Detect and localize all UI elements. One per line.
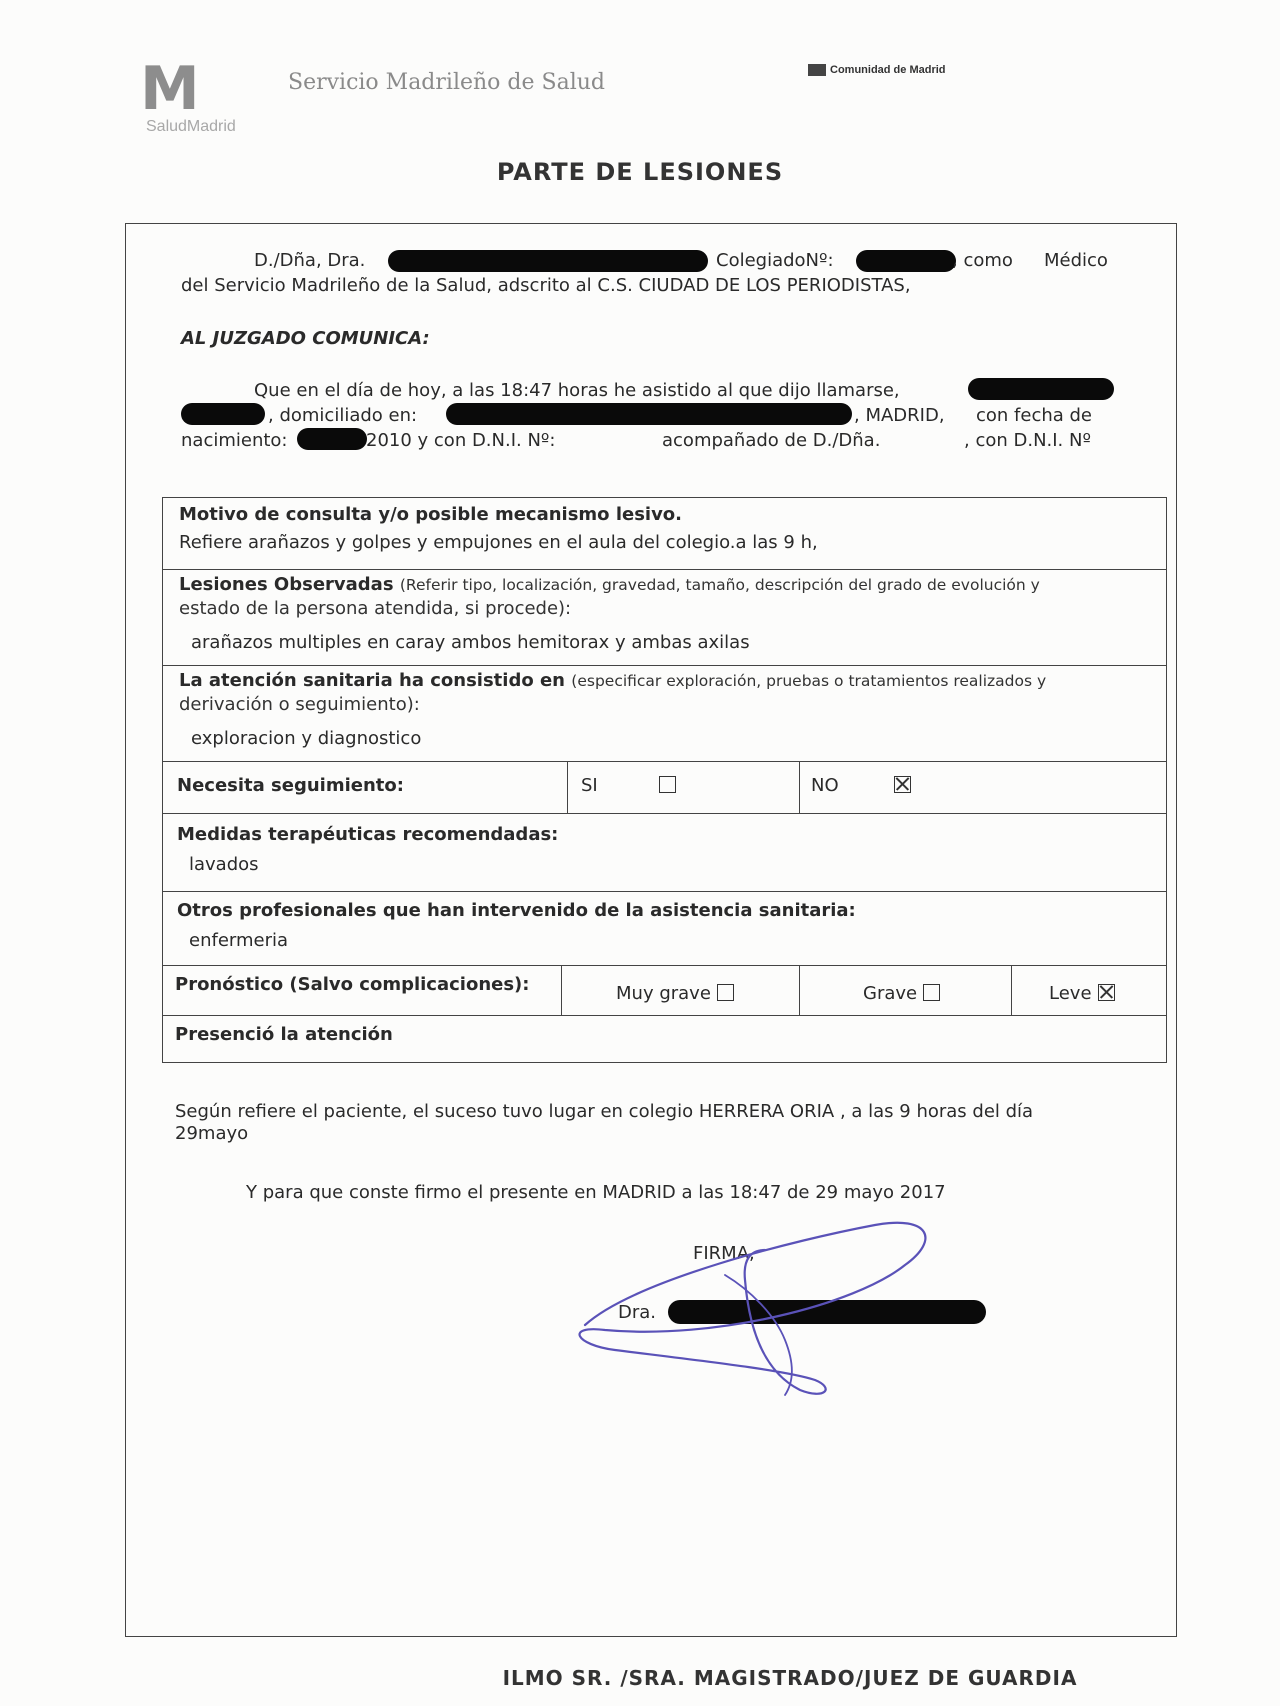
grave-label: Grave bbox=[863, 983, 918, 1004]
lesiones-hint-line-2: estado de la persona atendida, si procede): bbox=[179, 598, 572, 619]
intro-service-line: del Servicio Madrileño de la Salud, adscrito al C.S. CIUDAD DE LOS PERIODISTAS, bbox=[181, 275, 911, 296]
redacted-patient-surname bbox=[181, 403, 265, 425]
seguimiento-label: Necesita seguimiento: bbox=[177, 775, 404, 796]
pronostico-divider-1 bbox=[561, 966, 562, 1015]
handwritten-signature bbox=[575, 1220, 955, 1400]
lesiones-row bbox=[163, 570, 1166, 666]
pronostico-label: Pronóstico (Salvo complicaciones): bbox=[175, 974, 530, 995]
redacted-patient-name bbox=[968, 378, 1114, 400]
lesiones-label-text: Lesiones Observadas bbox=[179, 574, 394, 595]
paragraph-acompanado: acompañado de D./Dña. bbox=[662, 430, 881, 451]
lesiones-value: arañazos multiples en caray ambos hemitorax y ambas axilas bbox=[191, 632, 750, 653]
medidas-label: Medidas terapéuticas recomendadas: bbox=[177, 824, 559, 845]
si-label: SI bbox=[581, 775, 598, 796]
intro-doctor-prefix: D./Dña, Dra. bbox=[254, 250, 366, 271]
seguimiento-no-option bbox=[811, 775, 911, 796]
logo-subtitle: SaludMadrid bbox=[146, 118, 236, 135]
motivo-row bbox=[163, 498, 1166, 570]
lesiones-form-table bbox=[162, 497, 1167, 1063]
comunidad-label: Comunidad de Madrid bbox=[830, 64, 946, 76]
intro-medico: Médico bbox=[1044, 250, 1108, 271]
redacted-colegiado-number bbox=[856, 250, 956, 272]
pronostico-grave bbox=[863, 983, 940, 1004]
firma-label: FIRMA, bbox=[693, 1243, 755, 1264]
atencion-label-text: La atención sanitaria ha consistido en bbox=[179, 670, 565, 691]
paragraph-fecha: con fecha de bbox=[976, 405, 1093, 426]
no-checkbox-checked[interactable] bbox=[894, 776, 911, 793]
otros-value: enfermeria bbox=[189, 930, 289, 951]
dra-label: Dra. bbox=[618, 1302, 657, 1323]
si-checkbox[interactable] bbox=[659, 776, 676, 793]
paragraph-madrid: , MADRID, bbox=[854, 405, 945, 426]
redacted-doctor-name bbox=[388, 250, 708, 272]
otros-row bbox=[163, 892, 1166, 966]
lesiones-hint-line-1: (Referir tipo, localización, gravedad, tamaño, descripción del grado de evolución y bbox=[399, 576, 1040, 594]
atencion-hint-line-2: derivación o seguimiento): bbox=[179, 694, 420, 715]
seguimiento-divider-1 bbox=[567, 762, 568, 813]
paragraph-line-1: Que en el día de hoy, a las 18:47 horas he asistido al que dijo llamarse, bbox=[254, 380, 900, 401]
medidas-value: lavados bbox=[189, 854, 259, 875]
juzgado-heading: AL JUZGADO COMUNICA: bbox=[181, 328, 430, 349]
logo-mark: M bbox=[140, 54, 196, 124]
paragraph-domicilio: , domiciliado en: bbox=[268, 405, 418, 426]
atencion-value: exploracion y diagnostico bbox=[191, 728, 422, 749]
presencio-label: Presenció la atención bbox=[175, 1024, 393, 1045]
comunidad-logo bbox=[808, 64, 946, 76]
muy-grave-checkbox[interactable] bbox=[717, 984, 734, 1001]
flag-icon bbox=[808, 64, 826, 76]
grave-checkbox[interactable] bbox=[923, 984, 940, 1001]
pronostico-divider-3 bbox=[1011, 966, 1012, 1015]
medidas-row bbox=[163, 814, 1166, 892]
atencion-row bbox=[163, 666, 1166, 762]
leve-label: Leve bbox=[1049, 983, 1092, 1004]
lesiones-label bbox=[179, 574, 1040, 595]
salud-madrid-logo bbox=[140, 54, 260, 140]
page-title: PARTE DE LESIONES bbox=[496, 158, 784, 186]
leve-checkbox-checked[interactable] bbox=[1098, 984, 1115, 1001]
seguimiento-divider-2 bbox=[799, 762, 800, 813]
service-name: Servicio Madrileño de Salud bbox=[288, 70, 605, 95]
intro-colegiado-label: ColegiadoNº: bbox=[716, 250, 834, 271]
motivo-label: Motivo de consulta y/o posible mecanismo lesivo. bbox=[179, 504, 683, 525]
otros-label: Otros profesionales que han intervenido de la asistencia sanitaria: bbox=[177, 900, 856, 921]
suceso-line-2: 29mayo bbox=[175, 1123, 249, 1144]
atencion-label bbox=[179, 670, 1046, 691]
pronostico-muy-grave bbox=[616, 983, 734, 1004]
seguimiento-si-option bbox=[581, 775, 676, 796]
presencio-row bbox=[163, 1016, 1166, 1064]
paragraph-dni: 2010 y con D.N.I. Nº: bbox=[366, 430, 556, 451]
pronostico-row bbox=[163, 966, 1166, 1016]
motivo-value: Refiere arañazos y golpes y empujones en el aula del colegio.a las 9 h, bbox=[179, 532, 818, 553]
seguimiento-row bbox=[163, 762, 1166, 814]
atencion-hint-line-1: (especificar exploración, pruebas o tratamientos realizados y bbox=[571, 672, 1047, 690]
paragraph-nacimiento: nacimiento: bbox=[181, 430, 288, 451]
conste-line: Y para que conste firmo el presente en MADRID a las 18:47 de 29 mayo 2017 bbox=[246, 1182, 946, 1203]
redacted-birthdate bbox=[297, 428, 367, 450]
pronostico-leve bbox=[1049, 983, 1115, 1004]
no-label: NO bbox=[811, 775, 839, 796]
footer-addressee: ILMO SR. /SRA. MAGISTRADO/JUEZ DE GUARDIA bbox=[502, 1666, 1078, 1690]
pronostico-divider-2 bbox=[799, 966, 800, 1015]
intro-como: , como bbox=[952, 250, 1013, 271]
paragraph-dni-acompanante: , con D.N.I. Nº bbox=[964, 430, 1091, 451]
redacted-address bbox=[446, 403, 852, 425]
muy-grave-label: Muy grave bbox=[616, 983, 711, 1004]
suceso-line-1: Según refiere el paciente, el suceso tuvo lugar en colegio HERRERA ORIA , a las 9 horas del día bbox=[175, 1101, 1034, 1122]
